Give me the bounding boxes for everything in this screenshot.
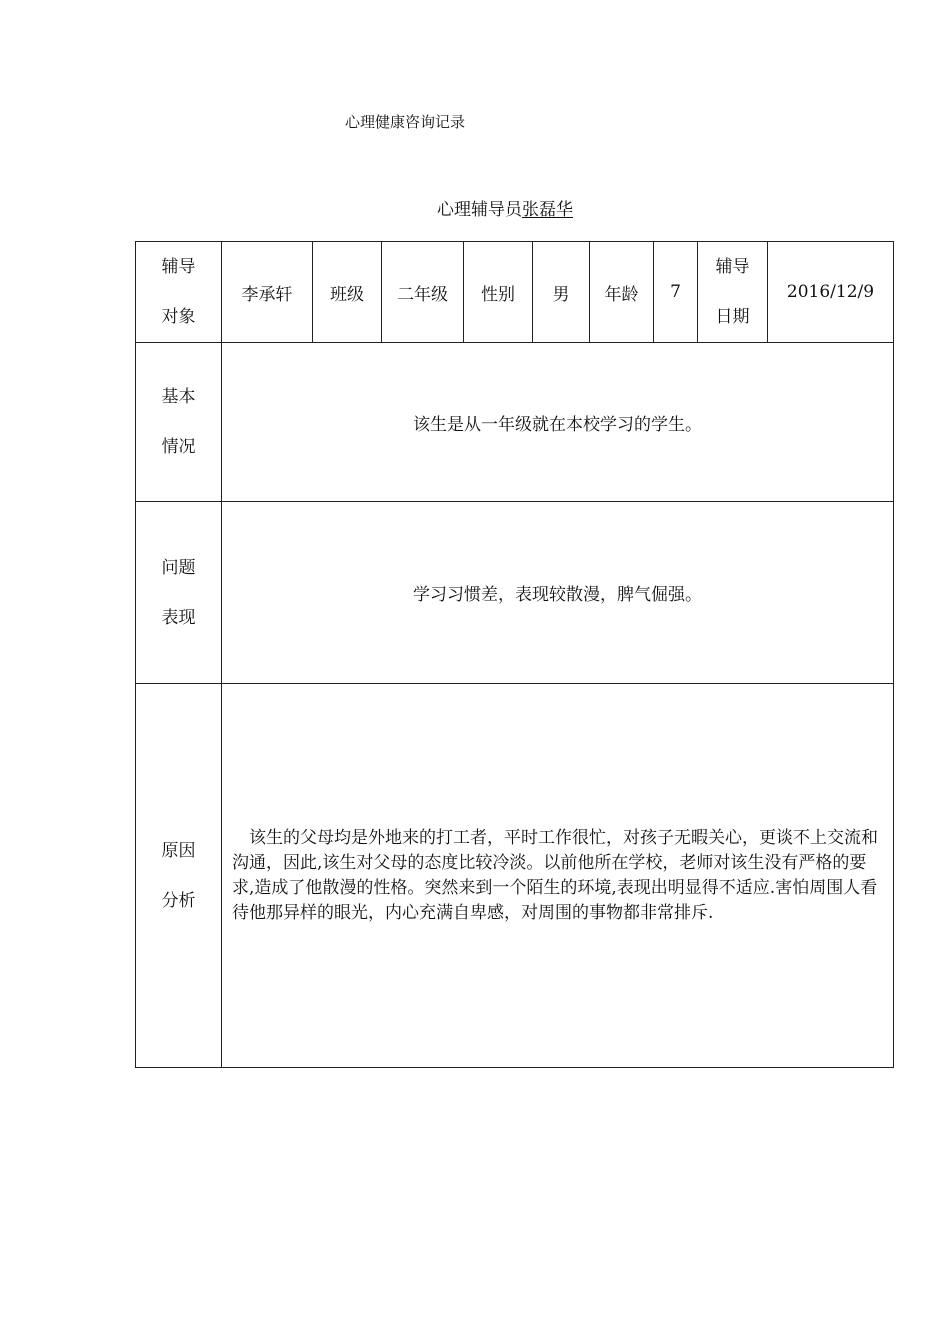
subject-name: 李承轩: [241, 284, 293, 305]
date-label-line2: 日期: [715, 307, 750, 327]
basic-info-row: [136, 343, 894, 502]
gender-value-cell: [533, 242, 590, 343]
counselor-line: [437, 195, 573, 220]
class-value-cell: [382, 242, 464, 343]
basic-info-label-line1: 基本: [161, 387, 196, 407]
cause-label-line2: 分析: [161, 890, 196, 911]
cause-label-line1: 原因: [161, 840, 196, 861]
gender-label-cell: [464, 242, 533, 343]
document-title: 心理健康咨询记录: [345, 113, 466, 131]
date-label-cell: [698, 242, 768, 343]
class-label-cell: [313, 242, 382, 343]
problem-label-line2: 表现: [161, 607, 196, 628]
basic-info-content-cell: [222, 343, 894, 502]
subject-info-row: [136, 242, 894, 343]
cause-row: [136, 684, 894, 1068]
problem-label-cell: [136, 502, 222, 684]
age-value-cell: [654, 242, 698, 343]
subject-label-cell: [136, 242, 222, 343]
counselor-name: 张磊华: [522, 200, 573, 220]
class-value: 二年级: [397, 284, 448, 305]
age-value: 7: [670, 282, 681, 302]
gender-label: 性别: [481, 284, 515, 305]
basic-info-label-cell: [136, 343, 222, 502]
date-label-line1: 辅导: [715, 257, 750, 277]
date-value-cell: [768, 242, 894, 343]
subject-label-line2: 对象: [161, 307, 196, 327]
problem-content-cell: [222, 502, 894, 684]
subject-name-cell: [222, 242, 313, 343]
basic-info-content: 该生是从一年级就在本校学习的学生。: [413, 414, 702, 435]
problem-label-line1: 问题: [161, 557, 196, 578]
date-value: 2016/12/9: [786, 282, 875, 302]
basic-info-label-line2: 情况: [161, 437, 196, 457]
age-label-cell: [590, 242, 654, 343]
counselor-label: 心理辅导员: [437, 200, 522, 220]
gender-value: 男: [552, 284, 570, 305]
cause-label-cell: [136, 684, 222, 1068]
counseling-record-table: [135, 241, 894, 1068]
age-label: 年龄: [604, 284, 639, 305]
class-label: 班级: [330, 284, 364, 305]
problem-content: 学习习惯差，表现较散漫，脾气倔强。: [413, 585, 702, 605]
cause-content-cell: [222, 684, 894, 1068]
subject-label-line1: 辅导: [161, 257, 196, 277]
problem-row: [136, 502, 894, 684]
cause-content: 该生的父母均是外地来的打工者，平时工作很忙，对孩子无暇关心，更谈不上交流和沟通，因此,该生对父母的态度比较冷淡。以前他所在学校，老师对该生没有严格的要求,造成了他散漫的性格。突然来到一个陌生的环境,表现出明显得不适应.害怕周围人看待他那异样的眼光，内心充满自卑感，对周围的事物都非常排斥.: [232, 827, 878, 923]
